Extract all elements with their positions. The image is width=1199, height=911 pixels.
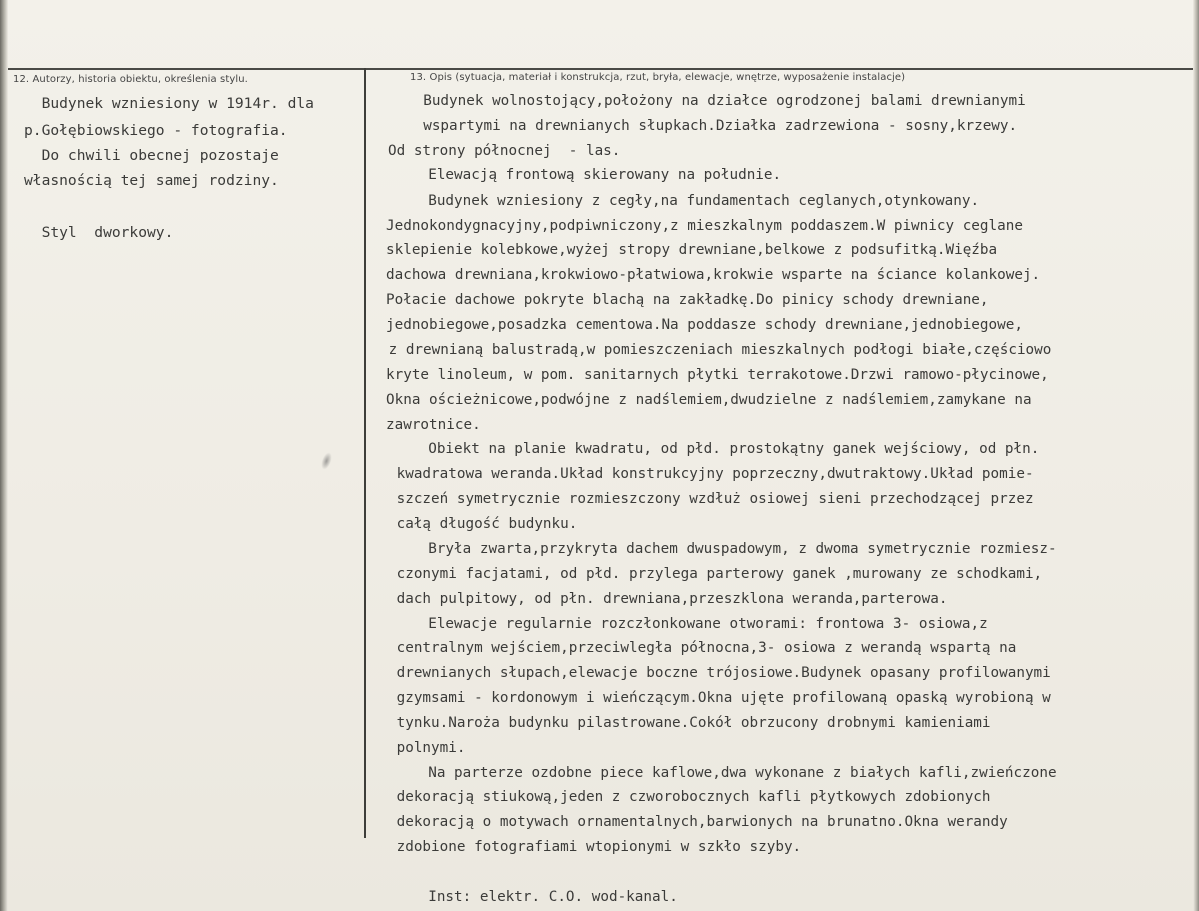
column-divider: [364, 68, 366, 838]
right-line: Obiekt na planie kwadratu, od płd. prostokątny ganek wejściowy, od płn.: [411, 441, 1040, 457]
right-line: Połacie dachowe pokryte blachą na zakładkę.Do pinicy schody drewniane,: [386, 292, 989, 308]
header-rule: [8, 68, 1193, 70]
left-line: p.Gołębiowskiego - fotografia.: [24, 122, 288, 139]
right-line: Jednokondygnacyjny,podpiwniczony,z mieszkalnym poddaszem.W piwnicy ceglane: [386, 218, 1023, 234]
right-line: sklepienie kolebkowe,wyżej stropy drewniane,belkowe z podsufitką.Więźba: [386, 242, 998, 258]
right-line: zdobione fotografiami wtopionymi w szkło szyby.: [388, 839, 802, 855]
right-line: kryte linoleum, w pom. sanitarnych płytki terrakotowe.Drzwi ramowo-płycinowe,: [386, 367, 1049, 383]
right-line: Budynek wzniesiony z cegły,na fundamentach ceglanych,otynkowany.: [411, 193, 980, 209]
right-line: Od strony północnej - las.: [388, 143, 621, 159]
sheet-left-edge: [0, 0, 8, 911]
right-line: wspartymi na drewnianych słupkach.Działka zadrzewiona - sosny,krzewy.: [406, 118, 1018, 134]
right-line: szczeń symetrycznie rozmieszczony wzdłuż osiowej sieni przechodzącej przez: [388, 491, 1034, 507]
left-line: Budynek wzniesiony w 1914r. dla: [24, 95, 314, 112]
right-line: całą długość budynku.: [388, 516, 578, 532]
right-line: kwadratowa weranda.Układ konstrukcyjny poprzeczny,dwutraktowy.Układ pomie-: [388, 466, 1034, 482]
left-line: Styl dworkowy.: [24, 224, 174, 241]
right-line: centralnym wejściem,przeciwległa północna,3- osiowa z werandą wspartą na: [388, 640, 1017, 656]
right-line: zawrotnice.: [386, 417, 481, 433]
right-line: gzymsami - kordonowym i wieńczącym.Okna ujęte profilowaną opaską wyrobioną w: [388, 690, 1051, 706]
left-line: Do chwili obecnej pozostaje: [24, 147, 279, 164]
right-line: dach pulpitowy, od płn. drewniana,przeszklona weranda,parterowa.: [388, 591, 948, 607]
installations-line: Inst: elektr. C.O. wod-kanal.: [411, 889, 678, 905]
sheet-right-edge: [1193, 0, 1199, 911]
right-line: z drewnianą balustradą,w pomieszczeniach mieszkalnych podłogi białe,częściowo: [380, 342, 1052, 358]
right-line: jednobiegowe,posadzka cementowa.Na poddasze schody drewniane,jednobiegowe,: [386, 317, 1023, 333]
right-line: tynku.Naroża budynku pilastrowane.Cokół obrzucony drobnymi kamieniami: [388, 715, 991, 731]
right-line: Bryła zwarta,przykryta dachem dwuspadowym, z dwoma symetrycznie rozmiesz-: [411, 541, 1057, 557]
right-line: Elewacje regularnie rozczłonkowane otworami: frontowa 3- osiowa,z: [411, 616, 988, 632]
right-line: Okna ościeżnicowe,podwójne z nadślemiem,dwudzielne z nadślemiem,zamykane na: [386, 392, 1032, 408]
right-line: czonymi facjatami, od płd. przylega parterowy ganek ,murowany ze schodkami,: [388, 566, 1043, 582]
left-line: własnością tej samej rodziny.: [24, 172, 279, 189]
right-line: dachowa drewniana,krokwiowo-płatwiowa,krokwie wsparte na ściance kolankowej.: [386, 267, 1041, 283]
right-line: Elewacją frontową skierowany na południe.: [411, 167, 782, 183]
right-line: drewnianych słupach,elewacje boczne trójosiowe.Budynek opasany profilowanymi: [388, 665, 1051, 681]
right-line: Na parterze ozdobne piece kaflowe,dwa wykonane z białych kafli,zwieńczone: [411, 765, 1057, 781]
field-12-header: 12. Autorzy, historia obiektu, określenia stylu.: [13, 74, 248, 85]
right-line: dekoracją o motywach ornamentalnych,barwionych na brunatno.Okna werandy: [388, 814, 1008, 830]
right-line: Budynek wolnostojący,położony na działce ogrodzonej balami drewnianymi: [406, 93, 1026, 109]
field-13-header: 13. Opis (sytuacja, materiał i konstrukcja, rzut, bryła, elewacje, wnętrze, wyposażenie instalacje): [410, 72, 906, 83]
right-line: dekoracją stiukową,jeden z czworobocznych kafli płytkowych zdobionych: [388, 789, 991, 805]
right-line: polnymi.: [388, 740, 466, 756]
